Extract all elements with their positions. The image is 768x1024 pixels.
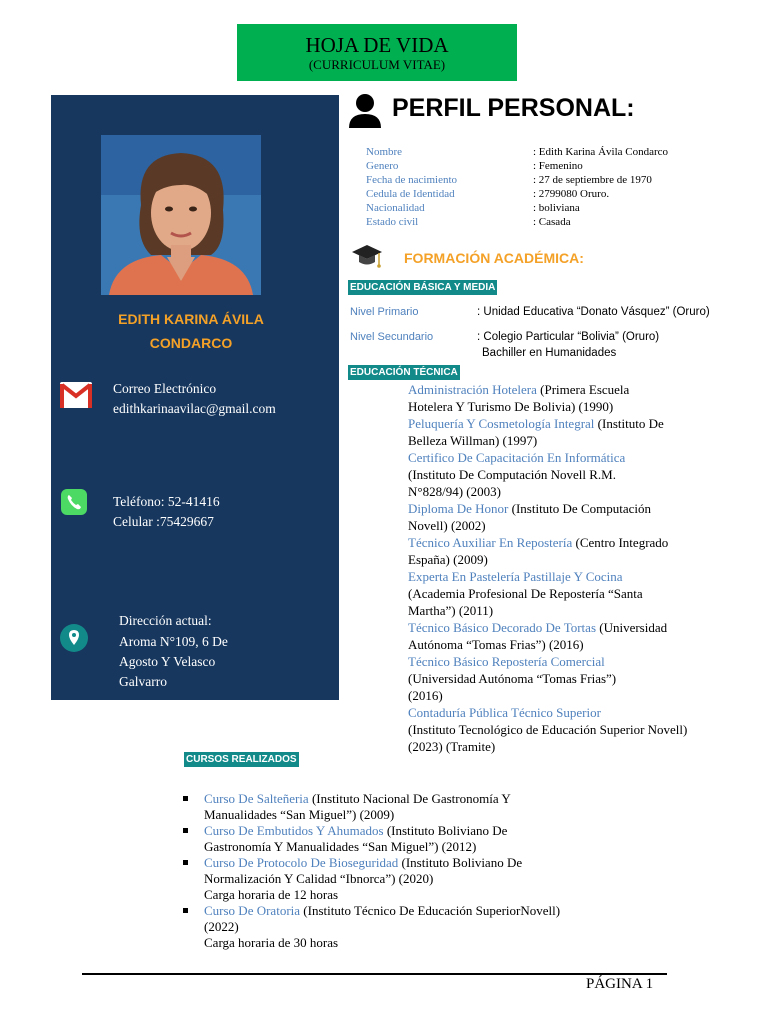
graduation-cap-icon xyxy=(352,243,382,276)
technical-education-entry xyxy=(408,704,748,755)
bullet-icon xyxy=(183,828,188,833)
email-value[interactable]: edithkarinaavilac@gmail.com xyxy=(113,401,276,416)
profile-label: Nombre xyxy=(366,146,403,158)
course-item xyxy=(183,855,603,903)
header-banner xyxy=(237,24,517,81)
entry-title: Técnico Auxiliar En Repostería xyxy=(408,535,573,550)
document-subtitle: (CURRICULUM VITAE) xyxy=(308,57,446,72)
entry-title: Administración Hotelera xyxy=(408,382,537,397)
sidebar xyxy=(51,95,339,700)
entry-detail: (Instituto De Computación Novell R.M. xyxy=(408,467,616,482)
portrait-image xyxy=(101,135,261,295)
entry-title: Contaduría Pública Técnico Superior xyxy=(408,705,601,720)
bullet-icon xyxy=(183,796,188,801)
entry-line xyxy=(408,381,748,398)
education-section-title: FORMACIÓN ACADÉMICA: xyxy=(404,250,584,266)
entry-line xyxy=(408,398,748,415)
technical-education-entry xyxy=(408,653,748,704)
profile-label: Fecha de nacimiento xyxy=(366,174,458,186)
entry-title: Certifico De Capacitación En Informática xyxy=(408,450,626,465)
entry-line xyxy=(408,585,748,602)
entry-detail: (2022) xyxy=(204,919,239,934)
entry-detail: N°828/94) (2003) xyxy=(408,484,501,499)
entry-line xyxy=(408,534,748,551)
profile-value: : Femenino xyxy=(533,160,583,172)
entry-line xyxy=(204,807,603,823)
profile-row xyxy=(366,187,746,201)
entry-detail: Manualidades “San Miguel”) (2009) xyxy=(204,807,395,822)
entry-detail: (Instituto Boliviano De xyxy=(383,823,508,838)
entry-detail: (Instituto Técnico De Educación SuperiorNovell) xyxy=(300,903,561,918)
entry-detail: (Centro Integrado xyxy=(572,535,669,550)
entry-detail: (Universidad Autónoma “Tomas Frias”) xyxy=(408,671,617,686)
profile-value: : 27 de septiembre de 1970 xyxy=(533,174,652,186)
entry-line xyxy=(204,903,603,919)
profile-fields xyxy=(366,145,746,229)
entry-line xyxy=(408,653,748,670)
entry-detail: (2016) xyxy=(408,688,443,703)
entry-line xyxy=(408,687,748,704)
entry-detail: Hotelera Y Turismo De Bolivia) (1990) xyxy=(408,399,614,414)
profile-row xyxy=(366,201,746,215)
entry-line xyxy=(204,823,603,839)
document-title: HOJA DE VIDA xyxy=(305,33,449,57)
person-icon xyxy=(349,94,381,133)
entry-line xyxy=(408,670,748,687)
profile-label: Nacionalidad xyxy=(366,202,425,214)
primary-level-label: Nivel Primario xyxy=(350,306,419,318)
entry-title: Técnico Básico Repostería Comercial xyxy=(408,654,605,669)
entry-detail: (Primera Escuela xyxy=(536,382,630,397)
page-number: PÁGINA 1 xyxy=(586,976,654,992)
entry-detail: (Instituto De Computación xyxy=(508,501,651,516)
entry-line xyxy=(408,721,748,738)
technical-education-entry xyxy=(408,381,748,415)
entry-line xyxy=(204,935,603,951)
address-line-1: Aroma N°109, 6 De xyxy=(119,634,228,649)
technical-education-list xyxy=(408,381,748,755)
primary-level-value: : Unidad Educativa “Donato Vásquez” (Oruro) xyxy=(477,306,710,318)
entry-line xyxy=(408,432,748,449)
course-item xyxy=(183,903,603,951)
address-line-3: Galvarro xyxy=(119,674,167,689)
entry-line xyxy=(408,483,748,500)
profile-row xyxy=(366,215,746,229)
profile-value: : boliviana xyxy=(533,202,580,214)
location-pin-icon xyxy=(60,624,88,657)
entry-detail: Normalización Y Calidad “Ibnorca”) (2020) xyxy=(204,871,434,886)
course-item xyxy=(183,823,603,855)
basic-education-tag: EDUCACIÓN BÁSICA Y MEDIA xyxy=(350,282,496,293)
phone-icon xyxy=(61,489,87,520)
profile-value: : Casada xyxy=(533,216,571,228)
profile-value: : 2799080 Oruro. xyxy=(533,188,610,200)
technical-education-entry xyxy=(408,619,748,653)
profile-section-title: PERFIL PERSONAL: xyxy=(392,94,635,122)
profile-label: Genero xyxy=(366,160,399,172)
technical-education-entry xyxy=(408,415,748,449)
courses-list xyxy=(183,791,603,951)
entry-detail: (Instituto Boliviano De xyxy=(398,855,523,870)
entry-detail: Autónoma “Tomas Frias”) (2016) xyxy=(408,637,584,652)
courses-tag: CURSOS REALIZADOS xyxy=(186,754,297,765)
entry-line xyxy=(408,517,748,534)
technical-education-tag: EDUCACIÓN TÉCNICA xyxy=(350,367,458,378)
entry-detail: (Academia Profesional De Repostería “Santa xyxy=(408,586,643,601)
secondary-level-value: : Colegio Particular “Bolivia” (Oruro) xyxy=(477,331,660,343)
technical-education-entry xyxy=(408,568,748,619)
entry-line xyxy=(408,466,748,483)
sidebar-name-line1: EDITH KARINA ÁVILA xyxy=(118,311,264,327)
entry-line xyxy=(408,415,748,432)
profile-row xyxy=(366,173,746,187)
technical-education-entry xyxy=(408,534,748,568)
entry-detail: (Instituto Tecnológico de Educación Superior Novell) xyxy=(408,722,688,737)
profile-row xyxy=(366,159,746,173)
entry-line xyxy=(408,636,748,653)
entry-detail: Carga horaria de 12 horas xyxy=(204,887,339,902)
entry-detail: (Universidad xyxy=(596,620,668,635)
entry-detail: (2023) (Tramite) xyxy=(408,739,496,754)
sidebar-name-line2: CONDARCO xyxy=(149,335,233,351)
entry-line xyxy=(408,500,748,517)
entry-line xyxy=(204,791,603,807)
entry-line xyxy=(204,855,603,871)
entry-detail: (Instituto Nacional De Gastronomía Y xyxy=(308,791,511,806)
profile-row xyxy=(366,145,746,159)
entry-title: Curso De Embutidos Y Ahumados xyxy=(204,823,384,838)
technical-education-entry xyxy=(408,449,748,500)
entry-detail: Novell) (2002) xyxy=(408,518,486,533)
entry-detail: (Instituto De xyxy=(594,416,664,431)
entry-title: Curso De Salteñeria xyxy=(204,791,309,806)
phone-line: Teléfono: 52-41416 xyxy=(113,494,220,509)
entry-line xyxy=(408,568,748,585)
address-line-2: Agosto Y Velasco xyxy=(119,654,216,669)
entry-line xyxy=(408,738,748,755)
entry-line xyxy=(204,887,603,903)
profile-label: Estado civil xyxy=(366,216,419,228)
footer-divider xyxy=(82,973,667,975)
entry-detail: Belleza Willman) (1997) xyxy=(408,433,538,448)
profile-label: Cedula de Identidad xyxy=(366,188,455,200)
entry-detail: Carga horaria de 30 horas xyxy=(204,935,339,950)
technical-education-entry xyxy=(408,500,748,534)
bullet-icon xyxy=(183,860,188,865)
entry-title: Curso De Oratoria xyxy=(204,903,301,918)
profile-value: : Edith Karina Ávila Condarco xyxy=(533,146,669,158)
secondary-level-degree: Bachiller en Humanidades xyxy=(482,347,617,359)
entry-title: Técnico Básico Decorado De Tortas xyxy=(408,620,596,635)
entry-title: Curso De Protocolo De Bioseguridad xyxy=(204,855,399,870)
entry-line xyxy=(408,619,748,636)
entry-line xyxy=(204,871,603,887)
entry-line xyxy=(204,919,603,935)
entry-title: Diploma De Honor xyxy=(408,501,509,516)
email-label: Correo Electrónico xyxy=(113,381,217,396)
address-label: Dirección actual: xyxy=(119,613,212,628)
entry-detail: Martha”) (2011) xyxy=(408,603,494,618)
entry-line xyxy=(408,449,748,466)
entry-line xyxy=(408,704,748,721)
profile-photo xyxy=(101,135,261,295)
secondary-level-label: Nivel Secundario xyxy=(350,331,434,343)
entry-title: Experta En Pastelería Pastillaje Y Cocina xyxy=(408,569,623,584)
entry-detail: España) (2009) xyxy=(408,552,488,567)
gmail-icon xyxy=(60,382,92,413)
bullet-icon xyxy=(183,908,188,913)
course-item xyxy=(183,791,603,823)
entry-line xyxy=(204,839,603,855)
entry-line xyxy=(408,602,748,619)
entry-title: Peluquería Y Cosmetología Integral xyxy=(408,416,595,431)
cell-line: Celular :75429667 xyxy=(113,514,214,529)
entry-line xyxy=(408,551,748,568)
entry-detail: Gastronomía Y Manualidades “San Miguel”) (2012) xyxy=(204,839,477,854)
